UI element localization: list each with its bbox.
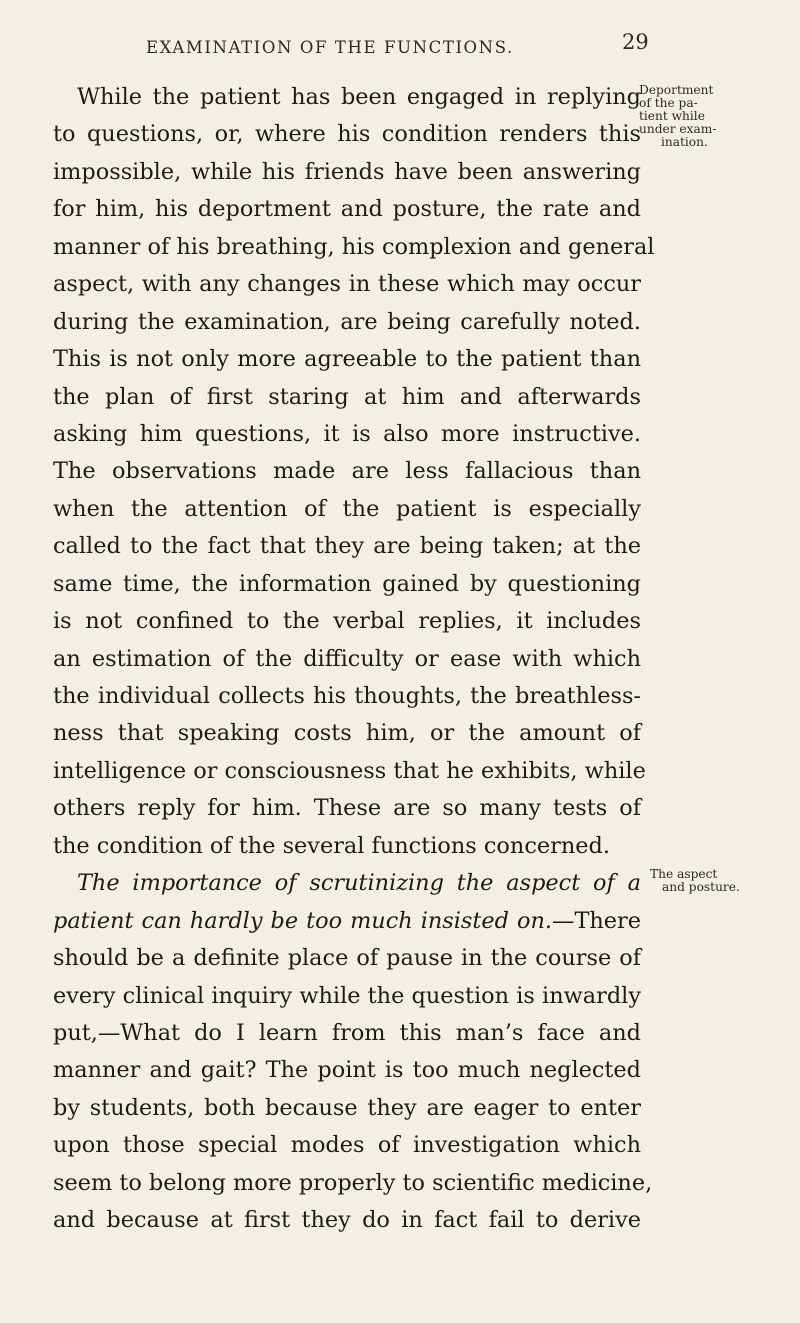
text-line: should be a definite place of pause in the course of — [53, 945, 641, 972]
text-line: an estimation of the difficulty or ease with which — [53, 645, 641, 672]
text-run: —There — [552, 907, 641, 934]
margin-note-line: Deportment — [639, 83, 714, 97]
text-line: manner and gait? The point is too much neglected — [53, 1057, 641, 1084]
text-line: ness that speaking costs him, or the amount of — [53, 720, 641, 747]
text-line: by students, both because they are eager to enter — [53, 1094, 641, 1121]
margin-note-line: and posture. — [662, 880, 740, 894]
text-line: aspect, with any changes in these which may occur — [53, 271, 641, 298]
text-line: the plan of first staring at him and afterwards — [53, 383, 641, 410]
text-line: called to the fact that they are being taken; at the — [53, 533, 641, 560]
text-line: when the attention of the patient is especially — [53, 495, 641, 522]
text-line: during the examination, are being carefully noted. — [53, 308, 641, 335]
text-line: is not confined to the verbal replies, it includes — [53, 608, 641, 635]
margin-note-deportment — [639, 84, 716, 149]
margin-note-line: ination. — [661, 135, 708, 149]
running-head: EXAMINATION OF THE FUNCTIONS. — [146, 38, 514, 57]
text-line: same time, the information gained by questioning — [53, 570, 641, 597]
text-line: manner of his breathing, his complexion and general — [53, 233, 655, 260]
body-text — [53, 79, 655, 1240]
margin-note-line: under exam- — [639, 122, 717, 136]
text-line: The observations made are less fallacious than — [53, 458, 641, 485]
section-heading-line — [53, 865, 641, 902]
text-line: the condition of the several functions concerned. — [53, 832, 610, 859]
text-line: While the patient has been engaged in replying — [77, 84, 641, 110]
text-line: the individual collects his thoughts, the breathless- — [53, 683, 641, 709]
text-line: to questions, or, where his condition renders this — [53, 121, 641, 148]
text-line: This is not only more agreeable to the patient than — [53, 346, 641, 373]
text-line: and because at first they do in fact fail to derive — [53, 1207, 641, 1234]
page-number: 29 — [622, 30, 649, 54]
margin-note-aspect — [650, 868, 740, 894]
margin-note-line: of the pa- — [639, 96, 698, 110]
section-heading-text: patient can hardly be too much insisted on. — [53, 907, 553, 934]
text-line: impossible, while his friends have been answering — [53, 158, 641, 185]
text-line: intelligence or consciousness that he exhibits, while — [53, 757, 646, 784]
text-line: put,—What do I learn from this man’s face and — [53, 1019, 641, 1046]
margin-note-line: tient while — [639, 109, 705, 123]
margin-note-line: The aspect — [650, 867, 718, 881]
text-line: others reply for him. These are so many tests of — [53, 795, 641, 822]
text-line: seem to belong more properly to scientific medicine, — [53, 1169, 653, 1196]
section-heading-text: The importance of scrutinizing the aspect of a — [77, 870, 641, 897]
text-line: asking him questions, it is also more instructive. — [53, 420, 641, 447]
text-line: upon those special modes of investigation which — [53, 1132, 641, 1159]
text-line: for him, his deportment and posture, the rate and — [53, 196, 641, 223]
section-heading-line — [53, 903, 641, 940]
text-line: every clinical inquiry while the question is inwardly — [53, 982, 641, 1009]
